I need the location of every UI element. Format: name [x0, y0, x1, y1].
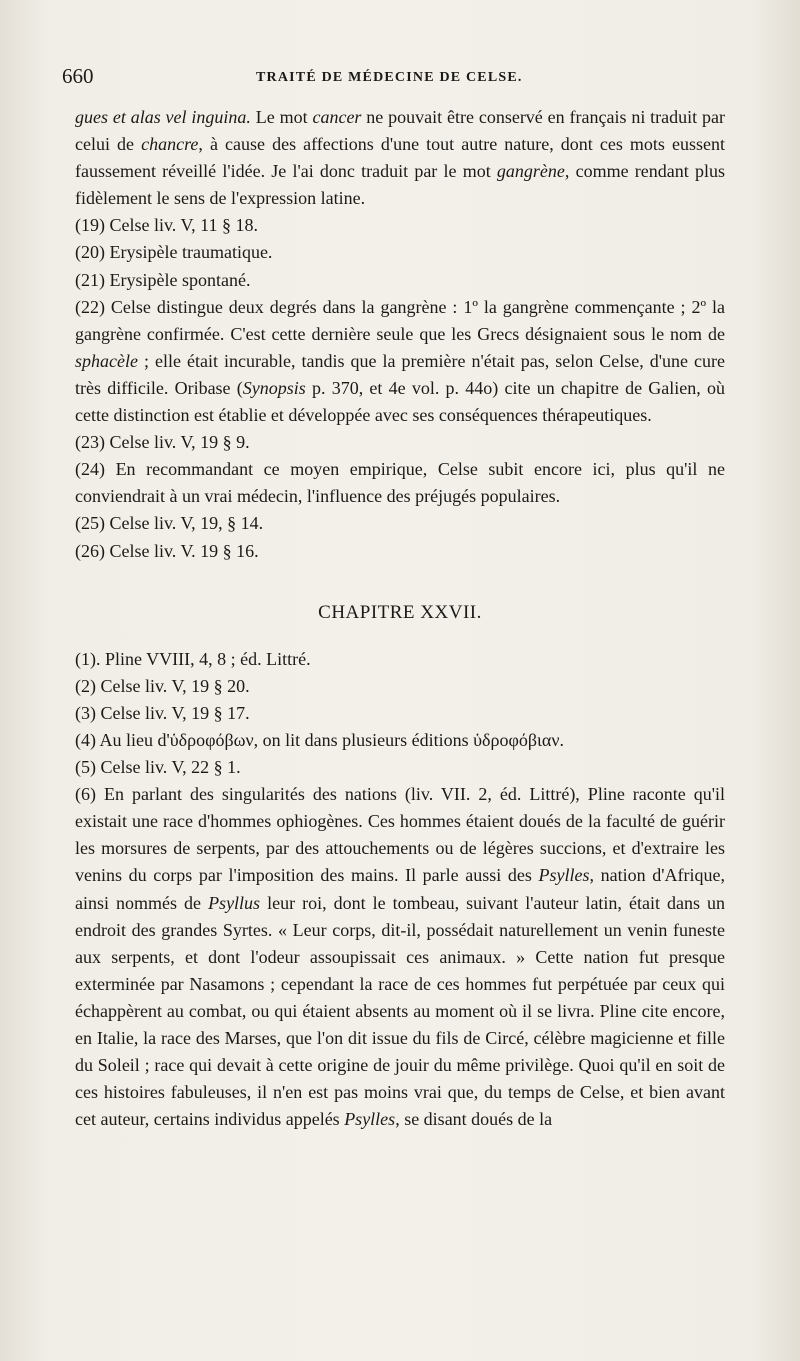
footnote-23: (23) Celse liv. V, 19 § 9. — [75, 432, 250, 453]
text-run: , nation d'Afrique, ainsi nommés de — [75, 865, 725, 913]
notes-body — [75, 104, 725, 1133]
footnote-6 — [75, 781, 725, 1133]
text-italic: Psylles — [344, 1109, 396, 1130]
footnote-5: (5) Celse liv. V, 22 § 1. — [75, 757, 241, 778]
footnote-1: (1). Pline VVIII, 4, 8 ; éd. Littré. — [75, 648, 311, 669]
footnote-26: (26) Celse liv. V. 19 § 16. — [75, 540, 259, 561]
page-header — [62, 64, 732, 94]
footnote-3: (3) Celse liv. V, 19 § 17. — [75, 702, 250, 723]
text-run: ne pouvait être conservé en français ni traduit par celui de — [75, 107, 725, 155]
page-number: 660 — [62, 64, 94, 88]
note-continuation — [75, 104, 725, 212]
text-italic: gues et alas vel inguina. — [75, 107, 251, 127]
text-run: , à cause des affections d'une tout autre nature, dont ces mots eussent faussement réveillé l'idée. Je l'ai donc traduit par le mot — [75, 134, 725, 182]
text-italic: gangrène — [496, 161, 565, 182]
footnote-21: (21) Erysipèle spontané. — [75, 269, 251, 290]
text-run: Le mot — [250, 107, 313, 127]
chapter-heading: CHAPITRE XXVII. — [318, 601, 482, 623]
footnote-22 — [75, 294, 725, 429]
text-run: (6) En parlant des singularités des nations (liv. VII. 2, éd. Littré), Pline raconte qu'il existait une race d'hommes ophiogènes. Ces hommes étaient doués de la faculté de guérir les morsures de serpents, par des attouchements ou de légères succions, et d'extraire les venins du corps par l'imposition des mains. Il parle aussi des — [75, 784, 725, 886]
text-run: ; elle était incurable, tandis que la première n'était pas, selon Celse, d'une cure très difficile. Oribase ( — [75, 350, 725, 398]
footnote-19: (19) Celse liv. V, 11 § 18. — [75, 215, 258, 236]
text-run: , se disant doués de la — [395, 1109, 553, 1130]
text-italic: cancer — [312, 107, 362, 127]
running-title: TRAITÉ DE MÉDECINE DE CELSE. — [256, 70, 523, 85]
text-italic: Psylles — [538, 865, 590, 886]
text-italic: sphacèle — [75, 350, 138, 371]
footnote-25: (25) Celse liv. V, 19, § 14. — [75, 513, 264, 534]
text-run: leur roi, dont le tombeau, suivant l'auteur latin, était dans un endroit des grandes Syrtes. « Leur corps, dit-il, possédait naturellement un venin funeste aux serpents, et dont l'odeur assoupissait ces animaux. » Cette nation fut presque exterminée par Nasamons ; cependant la race de ces hommes fut perpétuée par ceux qui échappèrent au combat, ou qui étaient absents au moment où il se livra. Pline cite encore, en Italie, la race des Marses, que l'on dit issue du fils de Circé, célèbre magicienne et fille du Soleil ; race qui devait à cette origine de jouir du même privilège. Quoi qu'il en soit de ces histoires fabuleuses, il n'en est pas moins vrai que, du temps de Celse, et bien avant cet auteur, certains individus appelés — [75, 892, 725, 1130]
footnote-2: (2) Celse liv. V, 19 § 20. — [75, 675, 250, 696]
text-italic: Psyllus — [208, 892, 261, 913]
text-run: (22) Celse distingue deux degrés dans la gangrène : 1º la gangrène commençante ; 2º la gangrène confirmée. C'est cette dernière seule que les Grecs désignaient sous le nom de — [75, 296, 725, 344]
text-italic: chancre — [141, 134, 199, 155]
footnote-24: (24) En recommandant ce moyen empirique, Celse subit encore ici, plus qu'il ne conviendrait à un vrai médecin, l'influence des préjugés populaires. — [75, 459, 725, 507]
text-italic: Synopsis — [242, 377, 306, 398]
text-run: p. 370, et 4e vol. p. 44o) cite un chapitre de Galien, où cette distinction est établie et développée avec ses conséquences thérapeutiques. — [75, 377, 725, 426]
footnote-4: (4) Au lieu d'ὑδροφόβων, on lit dans plusieurs éditions ὑδροφόβιαν. — [75, 729, 564, 750]
footnote-20: (20) Erysipèle traumatique. — [75, 242, 273, 263]
text-run: , comme rendant plus fidèlement le sens de l'expression latine. — [75, 161, 725, 209]
